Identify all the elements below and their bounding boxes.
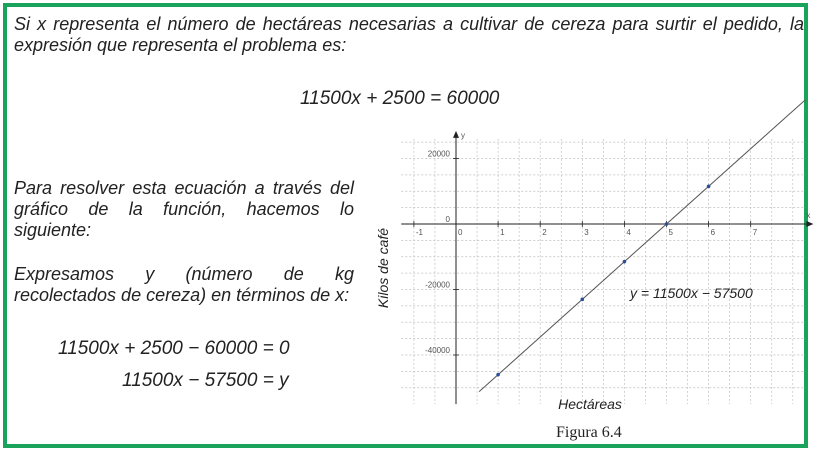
x-tick-label: 4 (626, 228, 631, 237)
x-tick-label: 1 (500, 228, 505, 237)
x-axis-arrow (806, 221, 813, 227)
x-tick-label: -1 (415, 228, 424, 237)
data-point (665, 222, 669, 226)
data-point (581, 298, 585, 302)
x-axis-letter: x (806, 211, 811, 220)
y-tick-label: -20000 (425, 280, 450, 290)
x-tick-label: 0 (458, 228, 463, 237)
y-axis-letter: y (461, 130, 465, 140)
equation-step-1: 11500x + 2500 − 60000 = 0 (58, 338, 290, 359)
x-tick-label: 6 (710, 228, 716, 237)
x-tick-label: 7 (752, 228, 758, 237)
data-point (496, 373, 500, 377)
x-tick-label: 3 (584, 228, 589, 237)
figure-caption: Figura 6.4 (556, 424, 622, 441)
y-tick-label: -40000 (425, 346, 450, 355)
intro-text: Si x representa el número de hectáreas necesarias a cultivar de cereza para surtir el pedido, la expresión que representa el problema es: (14, 14, 804, 55)
x-tick-label: 2 (542, 228, 547, 237)
y-axis-arrow (453, 131, 459, 138)
x-axis-title: Hectáreas (558, 396, 622, 412)
equation-step-2: 11500x − 57500 = y (122, 370, 289, 391)
data-point (623, 260, 627, 264)
y-tick-label: 0 (445, 215, 450, 224)
x-tick-label: 5 (668, 228, 673, 237)
series-line (479, 100, 805, 392)
series-label: y = 11500x − 57500 (630, 285, 753, 301)
main-equation: 11500x + 2500 = 60000 (300, 88, 500, 109)
graph-method-paragraph: Para resolver esta ecuación a través del gráfico de la función, hacemos lo siguiente: (14, 178, 354, 240)
y-tick-label: 20000 (427, 149, 450, 159)
express-y-paragraph: Expresamos y (número de kg recolectados de cereza) en términos de x: (14, 264, 354, 305)
y-axis-title: Kilos de café (375, 227, 391, 309)
data-point (707, 185, 711, 189)
